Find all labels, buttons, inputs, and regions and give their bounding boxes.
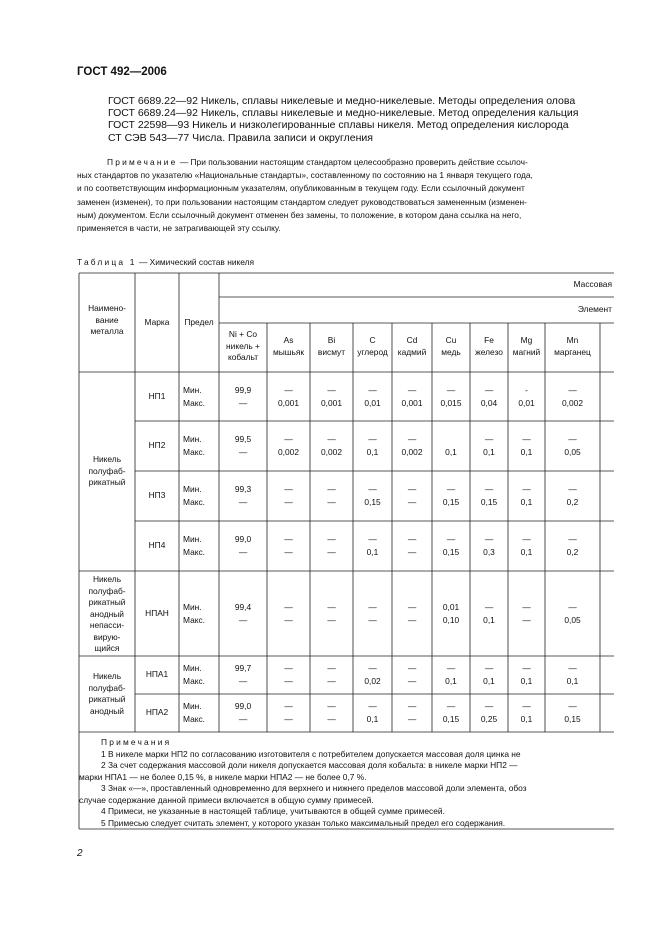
- table-cell: 0,1: [366, 547, 379, 557]
- limit-max-label: Макс.: [183, 676, 206, 686]
- table-cell: 99,0: [234, 534, 252, 544]
- table-cell: 0,002: [562, 397, 583, 408]
- table-cell: —: [284, 384, 293, 395]
- table-cell: 0,1: [520, 676, 533, 686]
- table-cell: —: [238, 614, 248, 625]
- table-cell: 0,25: [480, 714, 498, 724]
- table-cell: —: [484, 601, 494, 612]
- table-cell: 99,4: [234, 601, 252, 612]
- header-limit: Предел: [184, 317, 214, 327]
- table-cell: —: [446, 663, 456, 673]
- table-cell: 0,001: [278, 397, 299, 408]
- table-cell: —: [568, 534, 577, 544]
- footnote-line: 4 Примеси, не указанные в настоящей таблице, учитываются в общей сумме примесей.: [101, 806, 445, 816]
- reference-line: ГОСТ 6689.22—92 Никель, сплавы никелевые и медно-никелевые. Методы определения олова: [108, 95, 576, 107]
- table-cell: —: [446, 701, 456, 711]
- row-mark: НП4: [148, 540, 166, 550]
- table-cell: —: [407, 434, 417, 444]
- limit-max-label: Макс.: [183, 614, 206, 625]
- header-col-as: As мышьяк: [272, 335, 305, 357]
- row-mark: НП3: [148, 490, 166, 500]
- table-cell: 0,15: [364, 497, 381, 507]
- table-cell: —: [568, 663, 577, 673]
- table-cell: —: [238, 447, 248, 457]
- table-cell: —: [284, 701, 293, 711]
- table-cell: —: [327, 701, 336, 711]
- table-cell: —: [327, 384, 336, 395]
- table-title-label: Таблица 1: [77, 257, 137, 267]
- table-cell: —: [284, 601, 293, 612]
- table-cell: 0,05: [564, 614, 581, 625]
- header-col-mn: Mn марганец: [554, 335, 591, 357]
- table-cell: —: [368, 701, 377, 711]
- table-cell: —: [238, 497, 248, 507]
- note-line: ных стандартов по указателю «Национальные стандарты», составленному по состоянию на 1 января текущего года,: [77, 170, 533, 181]
- table-cell: 0,3: [483, 547, 495, 557]
- table-cell: —: [327, 614, 336, 625]
- table-cell: —: [368, 663, 377, 673]
- table-cell: —: [522, 601, 531, 612]
- table-cell: —: [522, 534, 531, 544]
- table-cell: —: [407, 714, 417, 724]
- footnote-line: 3 Знак «—», проставленный одновременно для верхнего и нижнего пределов массовой доли элемента, обоз: [101, 783, 527, 793]
- reference-line: ГОСТ 22598—93 Никель и низколегированные сплавы никеля. Метод определения кислорода: [108, 119, 569, 132]
- table-cell: —: [368, 534, 377, 544]
- table-cell: 99,9: [234, 384, 252, 395]
- table-cell: 0,001: [321, 397, 342, 408]
- header-col-mg: Mg магний: [512, 335, 541, 357]
- group-name: Никель полуфаб- рикатный: [88, 454, 126, 487]
- table-cell: —: [368, 484, 377, 494]
- table-title-text: — Химический состав никеля: [136, 257, 255, 267]
- table-cell: —: [238, 397, 248, 408]
- table-cell: —: [484, 663, 494, 673]
- header-element: Элемент: [577, 304, 612, 314]
- footnote-line: 1 В никеле марки НП2 по согласованию изготовителя с потребителем допускается массовая доля цинка не: [101, 748, 521, 759]
- footnote-line: 5 Примесью следует считать элемент, у которого указан только максимальный предел его содержания.: [101, 817, 506, 828]
- header-group-name: Наимено- вание металла: [88, 303, 126, 336]
- table-cell: -: [525, 384, 528, 395]
- table-cell: 0,1: [520, 447, 533, 457]
- table-cell: —: [407, 534, 417, 544]
- table-cell: 99,7: [234, 663, 252, 673]
- table-cell: 0,1: [520, 714, 533, 724]
- table-cell: 0,1: [445, 447, 457, 457]
- table-cell: 0,002: [401, 447, 423, 457]
- header-mark: Марка: [144, 317, 170, 327]
- table-cell: 0,15: [442, 497, 460, 507]
- row-mark: НПА2: [145, 707, 169, 717]
- footnotes-label: Примечания: [101, 737, 172, 747]
- table-cell: —: [484, 384, 494, 395]
- table-cell: —: [407, 614, 417, 625]
- table-cell: 0,1: [520, 497, 533, 507]
- limit-min-label: Мин.: [183, 384, 202, 395]
- table-cell: 0,01: [364, 397, 381, 408]
- table-cell: —: [407, 384, 417, 395]
- note-line: — При пользовании настоящим стандартом целесообразно проверить действие ссылоч-: [179, 157, 528, 167]
- table-cell: 0,1: [366, 447, 379, 457]
- table-cell: 0,15: [480, 497, 498, 507]
- table-cell: —: [446, 484, 456, 494]
- table-cell: —: [368, 384, 377, 395]
- limit-max-label: Макс.: [183, 714, 206, 724]
- table-cell: —: [568, 701, 577, 711]
- table-cell: —: [522, 614, 531, 625]
- table-cell: —: [568, 601, 577, 612]
- table-cell: 99,5: [234, 434, 252, 444]
- table-cell: —: [522, 484, 531, 494]
- header-col-ni-co: Ni + Co никель + кобальт: [226, 329, 260, 362]
- row-mark: НПАН: [145, 607, 169, 618]
- table-cell: 0,10: [442, 614, 460, 625]
- table-cell: 0,02: [364, 676, 381, 686]
- table-cell: —: [407, 701, 417, 711]
- table-cell: —: [327, 601, 336, 612]
- limit-max-label: Макс.: [183, 497, 206, 507]
- header-mass: Массовая: [573, 279, 612, 289]
- limit-min-label: Мин.: [183, 663, 202, 673]
- table-cell: —: [284, 676, 293, 686]
- table-cell: 0,015: [440, 397, 462, 408]
- table-cell: —: [407, 676, 417, 686]
- reference-line: ГОСТ 6689.24—92 Никель, сплавы никелевые и медно-никелевые. Метод определения кальция: [108, 107, 579, 120]
- table-cell: —: [284, 484, 293, 494]
- table-cell: —: [327, 534, 336, 544]
- table-cell: 0,05: [564, 447, 581, 457]
- table-cell: 0,01: [442, 601, 460, 612]
- limit-min-label: Мин.: [183, 484, 202, 494]
- table-cell: 0,15: [442, 547, 460, 557]
- table-cell: —: [407, 663, 417, 673]
- table-cell: —: [484, 434, 494, 444]
- row-mark: НПА1: [145, 669, 169, 679]
- table-cell: —: [327, 714, 336, 724]
- table-cell: 99,0: [234, 701, 252, 711]
- table-cell: —: [522, 701, 531, 711]
- table-cell: 0,2: [566, 547, 579, 557]
- table-cell: —: [407, 484, 417, 494]
- table-cell: 0,04: [480, 397, 498, 408]
- table-cell: —: [284, 434, 293, 444]
- table-cell: 99,3: [234, 484, 252, 494]
- table-cell: —: [238, 676, 248, 686]
- page-header: ГОСТ 492—2006: [77, 66, 167, 78]
- table-footnotes: [79, 737, 614, 829]
- limit-max-label: Макс.: [183, 547, 206, 557]
- header-col-cu: Cu медь: [441, 335, 461, 357]
- table-cell: 0,2: [566, 497, 579, 507]
- group-name: Никель полуфаб- рикатный анодный непасси- вирую- щийся: [88, 574, 126, 653]
- table-cell: 0,1: [520, 547, 533, 557]
- table-cell: —: [327, 547, 336, 557]
- limit-min-label: Мин.: [183, 601, 202, 612]
- note-line: и по соответствующим информационным указателям, опубликованным в текущем году. Если ссылочный документ: [77, 183, 525, 194]
- footnote-line: случае содержание данной примеси включается в общую сумму примесей.: [79, 794, 374, 805]
- table-cell: 0,15: [442, 714, 460, 724]
- table-cell: —: [484, 701, 494, 711]
- table-cell: 0,002: [321, 447, 342, 457]
- table-cell: 0,1: [566, 676, 579, 686]
- table-cell: —: [284, 614, 293, 625]
- table-cell: —: [407, 497, 417, 507]
- table-cell: —: [446, 384, 456, 395]
- footnote-line: марки НПА1 — не более 0,15 %, в никеле марки НПА2 — не более 0,7 %.: [79, 771, 367, 782]
- note-line: ным) документом. Если ссылочный документ отменен без замены, то положение, в котором дана ссылка на него,: [77, 209, 522, 220]
- table-cell: —: [522, 434, 531, 444]
- table-cell: 0,002: [278, 447, 299, 457]
- table-cell: 0,1: [483, 676, 495, 686]
- limit-min-label: Мин.: [183, 534, 202, 544]
- page-number: 2: [77, 848, 83, 859]
- row-mark: НП1: [148, 390, 166, 401]
- table-cell: 0,1: [483, 614, 495, 625]
- table-cell: —: [407, 601, 417, 612]
- table-cell: 0,001: [401, 397, 423, 408]
- table-cell: —: [284, 714, 293, 724]
- table-cell: —: [484, 484, 494, 494]
- group-name: Никель полуфаб- рикатный анодный: [88, 671, 126, 716]
- limit-max-label: Макс.: [183, 447, 206, 457]
- row-mark: НП2: [148, 440, 166, 450]
- table-cell: —: [327, 676, 336, 686]
- table-cell: —: [284, 663, 293, 673]
- limit-min-label: Мин.: [183, 434, 202, 444]
- table-cell: —: [407, 547, 417, 557]
- note-line: заменен (изменен), то при пользовании настоящим стандартом следует руководствоваться замененным (изменен-: [77, 196, 527, 207]
- note-line: применяется в части, не затрагивающей эту ссылку.: [77, 223, 281, 234]
- table-cell: —: [568, 434, 577, 444]
- table-cell: —: [522, 663, 531, 673]
- table-cell: 0,1: [445, 676, 457, 686]
- table-cell: —: [368, 614, 377, 625]
- reference-line: СТ СЭВ 543—77 Числа. Правила записи и округления: [108, 131, 373, 144]
- header-col-cd: Cd кадмий: [397, 335, 427, 357]
- header-col-c: C углерод: [357, 335, 388, 357]
- table-cell: —: [327, 663, 336, 673]
- table-cell: —: [327, 484, 336, 494]
- table-cell: —: [446, 534, 456, 544]
- table-cell: —: [238, 714, 248, 724]
- table-cell: —: [284, 534, 293, 544]
- table-cell: —: [284, 547, 293, 557]
- limit-max-label: Макс.: [183, 397, 206, 408]
- table-cell: 0,01: [518, 397, 535, 408]
- table-cell: —: [238, 547, 248, 557]
- header-col-bi: Bi висмут: [317, 335, 346, 357]
- table-cell: 0,1: [483, 447, 495, 457]
- table-cell: —: [484, 534, 494, 544]
- limit-min-label: Мин.: [183, 701, 202, 711]
- table-cell: —: [368, 434, 377, 444]
- table-cell: —: [327, 434, 336, 444]
- table-cell: —: [568, 384, 577, 395]
- header-col-fe: Fe железо: [475, 335, 503, 357]
- table-cell: 0,15: [564, 714, 581, 724]
- table-cell: —: [568, 484, 577, 494]
- note-label: Примечание: [107, 157, 178, 167]
- footnote-line: 2 За счет содержания массовой доли никеля допускается массовая доля кобальта: в никеле марки НП2 —: [101, 760, 518, 770]
- table-cell: —: [327, 497, 336, 507]
- table-cell: 0,1: [366, 714, 379, 724]
- table-cell: —: [284, 497, 293, 507]
- table-cell: —: [368, 601, 377, 612]
